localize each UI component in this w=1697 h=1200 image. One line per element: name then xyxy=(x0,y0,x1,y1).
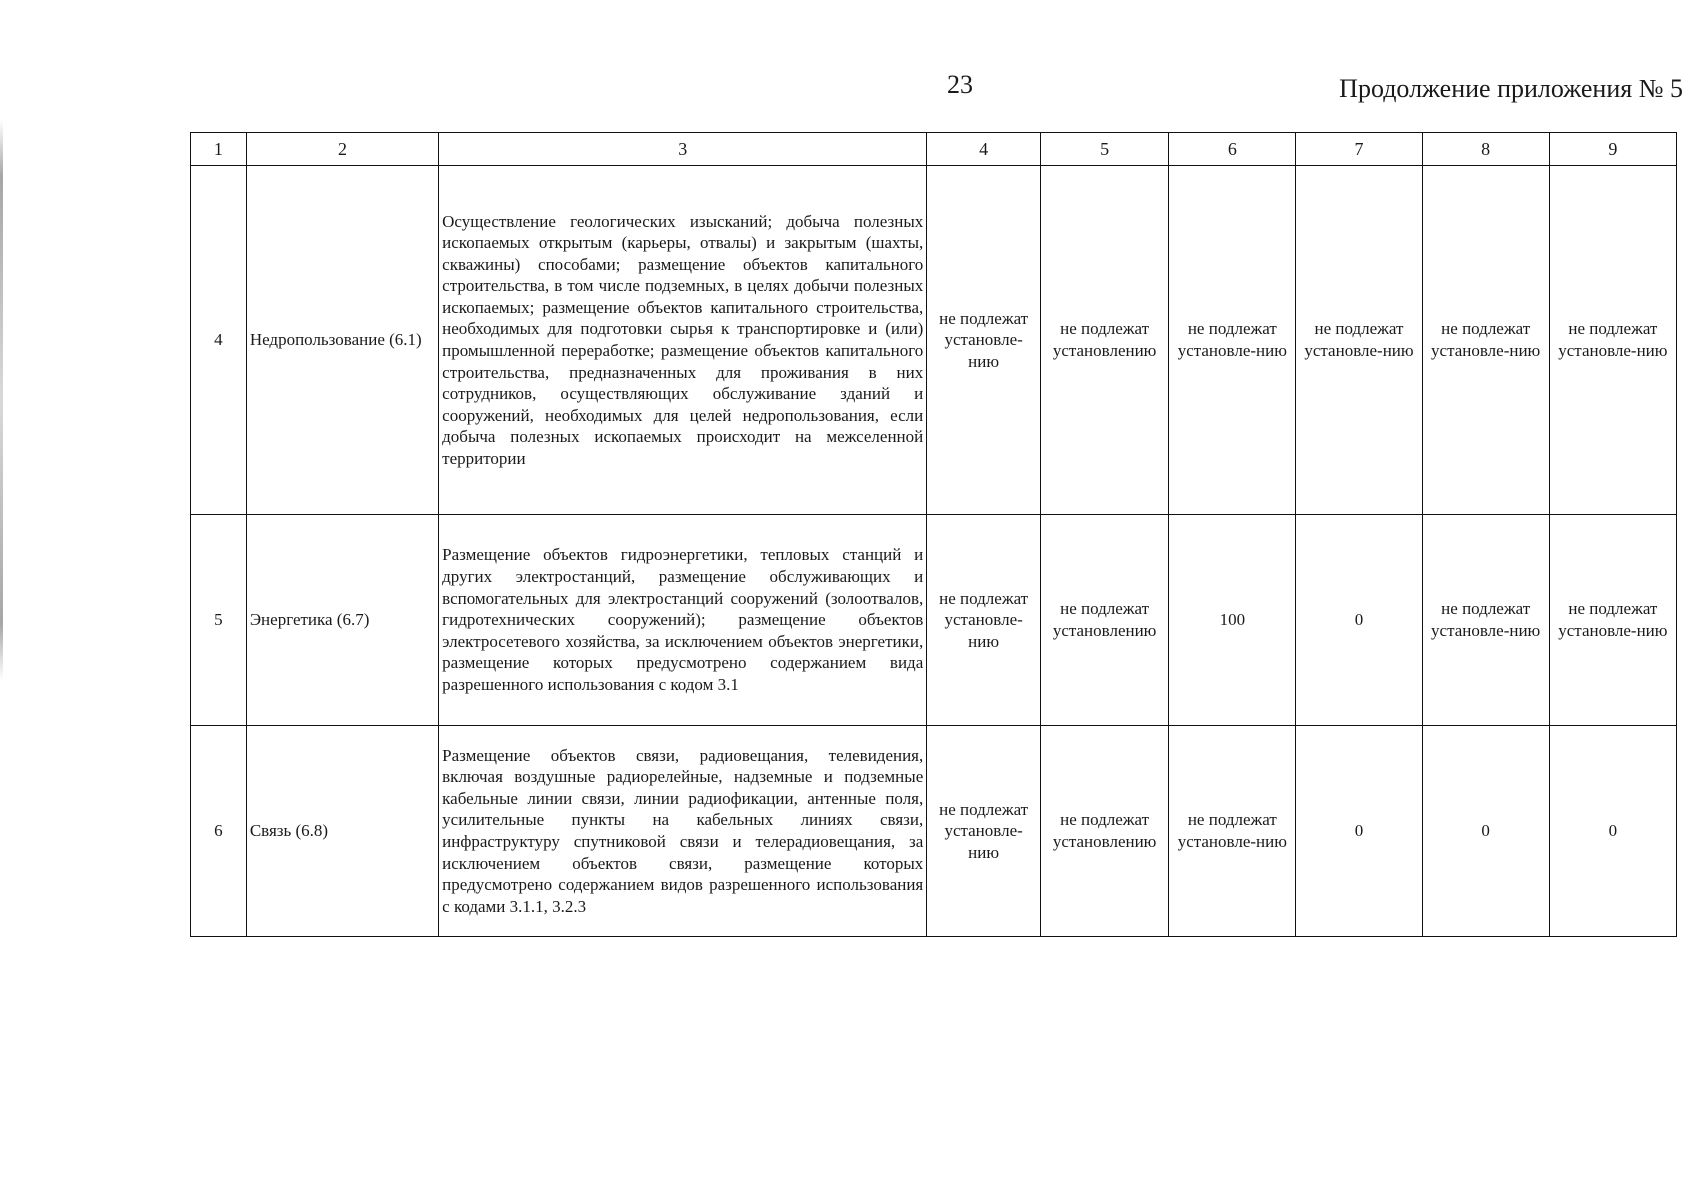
land-use-kind: Недропользование (6.1) xyxy=(246,166,438,515)
row-number: 6 xyxy=(191,726,247,937)
cell-col-5: не подлежат установлению xyxy=(1041,166,1169,515)
cell-col-9: не подлежат установле-нию xyxy=(1549,515,1676,726)
row-number: 5 xyxy=(191,515,247,726)
column-header: 4 xyxy=(927,133,1041,166)
table-row xyxy=(191,515,1677,726)
cell-col-9: 0 xyxy=(1549,726,1676,937)
cell-col-8: не подлежат установле-нию xyxy=(1422,166,1549,515)
cell-col-6: 100 xyxy=(1169,515,1296,726)
cell-col-4: не подлежат установле-нию xyxy=(927,515,1041,726)
cell-col-7: не подлежат установле-нию xyxy=(1296,166,1422,515)
cell-col-5: не подлежат установлению xyxy=(1041,515,1169,726)
cell-col-8: 0 xyxy=(1422,726,1549,937)
land-use-kind: Энергетика (6.7) xyxy=(246,515,438,726)
table-row xyxy=(191,166,1677,515)
page-number: 23 xyxy=(947,70,973,99)
column-header: 8 xyxy=(1422,133,1549,166)
land-use-description: Размещение объектов связи, радиовещания, телевидения, включая воздушные радиорелейные, надземные и подземные кабельные линии связи, линии радиофикации, антенные поля, усилительные пункты на кабельных линиях связи, инфраструктуру спутниковой связи и телерадиовещания, за исключением объектов связи, размещение которых предусмотрено содержанием видов разрешенного использования с кодами 3.1.1, 3.2.3 xyxy=(439,726,927,937)
cell-col-7: 0 xyxy=(1296,515,1422,726)
land-use-description: Осуществление геологических изысканий; добыча полезных ископаемых открытым (карьеры, отвалы) и закрытым (шахты, скважины) способами; размещение объектов капитального строительства, в том числе подземных, в целях добычи полезных ископаемых; размещение объектов капитального строительства, необходимых для подготовки сырья к транспортировке и (или) промышленной переработке; размещение объектов капитального строительства, предназначенных для проживания в них сотрудников, осуществляющих обслуживание зданий и сооружений, необходимых для целей недропользования, если добыча полезных ископаемых происходит на межселенной территории xyxy=(439,166,927,515)
column-header: 7 xyxy=(1296,133,1422,166)
cell-col-4: не подлежат установле-нию xyxy=(927,166,1041,515)
column-header: 9 xyxy=(1549,133,1676,166)
cell-col-9: не подлежат установле-нию xyxy=(1549,166,1676,515)
table-row xyxy=(191,726,1677,937)
row-number: 4 xyxy=(191,166,247,515)
land-use-description: Размещение объектов гидроэнергетики, тепловых станций и других электростанций, размещение обслуживающих и вспомогательных для электростанций сооружений (золоотвалов, гидротехнических сооружений); размещение объектов электросетевого хозяйства, за исключением объектов энергетики, размещение которых предусмотрено содержанием вида разрешенного использования с кодом 3.1 xyxy=(439,515,927,726)
column-header: 3 xyxy=(439,133,927,166)
column-header: 2 xyxy=(246,133,438,166)
regulations-table xyxy=(190,132,1677,937)
scan-edge-shadow xyxy=(0,120,3,680)
cell-col-4: не подлежат установле-нию xyxy=(927,726,1041,937)
column-header: 5 xyxy=(1041,133,1169,166)
appendix-title: Продолжение приложения № 5 xyxy=(1339,74,1683,103)
table-header-row xyxy=(191,133,1677,166)
column-header: 1 xyxy=(191,133,247,166)
cell-col-6: не подлежат установле-нию xyxy=(1169,726,1296,937)
cell-col-8: не подлежат установле-нию xyxy=(1422,515,1549,726)
column-header: 6 xyxy=(1169,133,1296,166)
cell-col-6: не подлежат установле-нию xyxy=(1169,166,1296,515)
cell-col-5: не подлежат установлению xyxy=(1041,726,1169,937)
land-use-kind: Связь (6.8) xyxy=(246,726,438,937)
cell-col-7: 0 xyxy=(1296,726,1422,937)
